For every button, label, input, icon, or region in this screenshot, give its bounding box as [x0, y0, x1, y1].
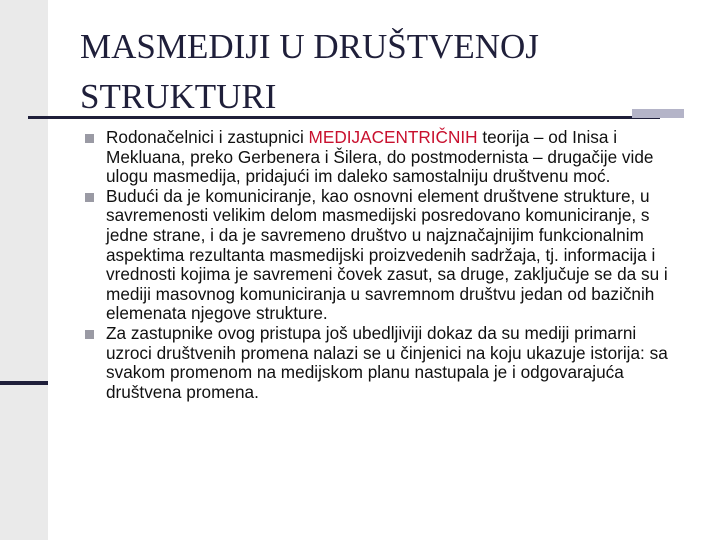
- bullet-3-text: Za zastupnike ovog pristupa još ubedljiviji dokaz da su mediji primarni uzroci društvenih promena nalazi se u činjenici na koju ukazuje istorija: sa svakom promenom na medijskom planu nastupala je i odgovarajuća društvena promena.: [106, 322, 668, 402]
- square-bullet-icon: [85, 193, 94, 202]
- bullet-list: [84, 128, 682, 402]
- bullet-item-3: [84, 324, 682, 402]
- left-decorative-band: [0, 0, 48, 540]
- title-underline: [28, 116, 660, 119]
- bullet-item-2: [84, 187, 682, 324]
- title-underline-accent: [632, 109, 684, 118]
- bullet-2-text: Budući da je komuniciranje, kao osnovni element društvene strukture, u savremenosti velikim delom masmedijski posredovano komuniciranje, s jedne strane, i da je savremeno društvo u najznačajnijim funkcionalnim aspektima rezultanta masmedijski proizvedenih sadržaja, tj. informacija i vrednosti kojima je savremeni čovek zasut, sa druge, zaključuje se da su i mediji masovnog komuniciranja u savremnom društvu jedan od bazičnih elemenata njegove strukture.: [106, 185, 668, 324]
- bullet-1-text-end: teorija – od Inisa i Mekluana, preko Gerbenera i Šilera, do postmodernista – drugačije vide ulogu masmedija, pridajući im daleko samostalniju društvenu moć.: [106, 127, 654, 187]
- slide-title: MASMEDIJI U DRUŠTVENOJ STRUKTURI: [80, 27, 539, 116]
- bullet-item-1: [84, 128, 682, 187]
- left-accent-bar: [0, 381, 48, 385]
- bullet-1-highlight: MEDIJACENTRIČNIH: [308, 127, 478, 147]
- square-bullet-icon: [85, 330, 94, 339]
- square-bullet-icon: [85, 134, 94, 143]
- bullet-1-text-start: Rodonačelnici i zastupnici: [106, 127, 309, 147]
